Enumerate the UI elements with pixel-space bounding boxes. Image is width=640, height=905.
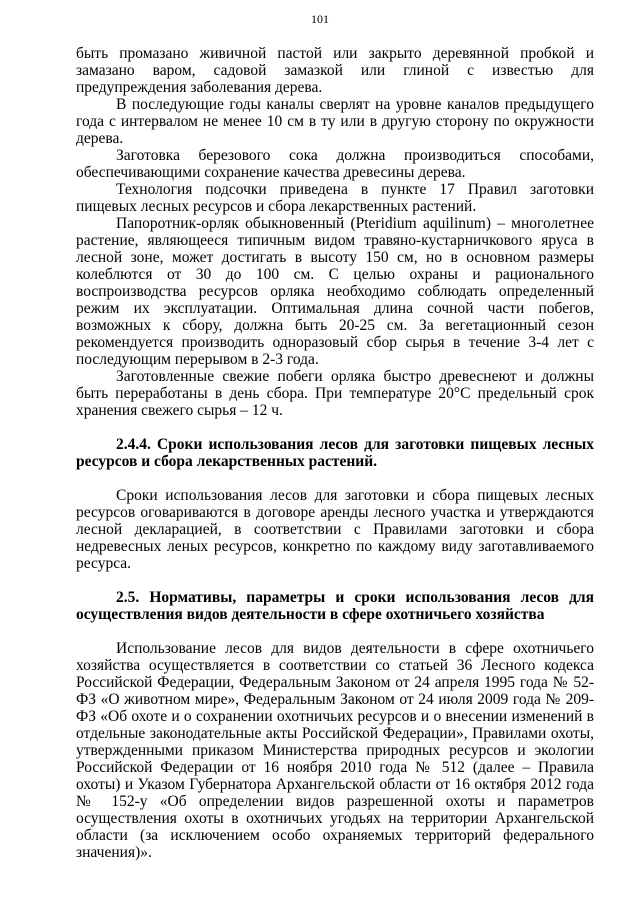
page-content xyxy=(76,45,594,861)
paragraph-bracken-storage: Заготовленные свежие побеги орляка быстро древеснеют и должны быть переработаны в день сбора. При температуре 20°С предельный срок хранения свежего сырья – 12 ч. xyxy=(76,368,594,419)
paragraph-channels: В последующие годы каналы сверлят на уровне каналов предыдущего года с интервалом не менее 10 см в ту или в другую сторону по окружности дерева. xyxy=(76,96,594,147)
paragraph-continuation: быть промазано живичной пастой или закрыто деревянной пробкой и замазано варом, садовой замазкой или глиной с известью для предупреждения заболевания дерева. xyxy=(76,45,594,96)
page-number: 101 xyxy=(311,12,329,26)
section-text-2-4-4: Сроки использования лесов для заготовки и сбора пищевых лесных ресурсов оговариваются в договоре аренды лесного участка и утверждаются лесной декларацией, в соответствии с Правилами заготовки и сбора недревесных леных ресурсов, конкретно по каждому виду заготавливаемого ресурса. xyxy=(76,487,594,572)
section-text-2-5: Использование лесов для видов деятельности в сфере охотничьего хозяйства осуществляется в соответствии со статьей 36 Лесного кодекса Российской Федерации, Федеральным Законом от 24 апреля 1995 года № 52-ФЗ «О животном мире», Федеральным Законом от 24 июля 2009 года № 209-ФЗ «Об охоте и о сохранении охотничьих ресурсов и о внесении изменений в отдельные законодательные акты Российской Федерации», Правилами охоты, утвержденными приказом Министерства природных ресурсов и экологии Российской Федерации от 16 ноября 2010 года № 512 (далее – Правила охоты) и Указом Губернатора Архангельской области от 16 октября 2012 года № 152-у «Об определении видов разрешенной охоты и параметров осуществления охоты в охотничьих угодьях на территории Архангельской области (за исключением особо охраняемых территорий федерального значения)». xyxy=(76,640,594,861)
section-heading-2-4-4: 2.4.4. Сроки использования лесов для заготовки пищевых лесных ресурсов и сбора лекарственных растений. xyxy=(76,436,594,470)
paragraph-tapping-technology: Технология подсочки приведена в пункте 17 Правил заготовки пищевых лесных ресурсов и сбора лекарственных растений. xyxy=(76,181,594,215)
paragraph-birch-sap: Заготовка березового сока должна производиться способами, обеспечивающими сохранение качества древесины дерева. xyxy=(76,147,594,181)
paragraph-bracken-fern: Папоротник-орляк обыкновенный (Pteridium aquilinum) – многолетнее растение, являющееся типичным видом травяно-кустарничкового яруса в лесной зоне, может достигать в высоту 150 см, но в основном размеры колеблются от 30 до 100 см. С целью охраны и рационального воспроизводства ресурсов орляка необходимо соблюдать определенный режим их эксплуатации. Оптимальная длина сочной части побегов, возможных к сбору, должна быть 20-25 см. За вегетационный сезон рекомендуется производить одноразовый сбор сырья в течение 3-4 лет с последующим перерывом в 2-3 года. xyxy=(76,215,594,368)
section-heading-2-5: 2.5. Нормативы, параметры и сроки использования лесов для осуществления видов деятельности в сфере охотничьего хозяйства xyxy=(76,589,594,623)
